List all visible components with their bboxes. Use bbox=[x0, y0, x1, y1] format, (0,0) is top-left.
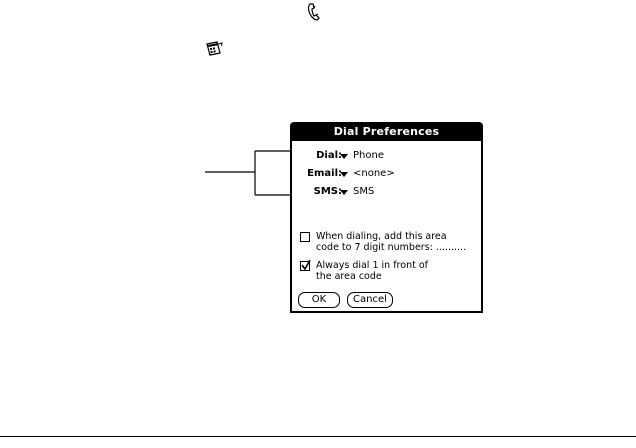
date-book-icon bbox=[205, 40, 223, 58]
dial-preferences-dialog bbox=[290, 122, 483, 313]
callout-bracket bbox=[205, 150, 295, 198]
area-code-line2 bbox=[316, 242, 466, 253]
dial-one-checkbox[interactable] bbox=[300, 261, 310, 271]
dropdown-triangle-icon bbox=[340, 190, 348, 195]
dial-one-line1: Always dial 1 in front of bbox=[316, 260, 428, 271]
area-code-line1: When dialing, add this area bbox=[316, 231, 447, 242]
area-code-checkbox[interactable] bbox=[300, 232, 310, 242]
email-value: <none> bbox=[353, 168, 395, 179]
dial-value: Phone bbox=[353, 150, 384, 161]
dial-one-line2: the area code bbox=[316, 271, 382, 282]
ok-button[interactable]: OK bbox=[298, 292, 340, 308]
area-code-field[interactable]: .......... bbox=[435, 242, 467, 253]
sms-pref-row bbox=[292, 185, 477, 199]
area-code-option bbox=[300, 231, 475, 255]
checkmark-icon bbox=[301, 259, 311, 271]
cancel-button[interactable]: Cancel bbox=[347, 292, 393, 308]
sms-popup-trigger[interactable] bbox=[340, 185, 374, 199]
email-label: Email: bbox=[307, 168, 342, 179]
email-pref-row bbox=[292, 167, 477, 181]
dial-popup-trigger[interactable] bbox=[340, 149, 384, 163]
dial-label: Dial: bbox=[316, 150, 342, 161]
sms-label: SMS: bbox=[313, 186, 342, 197]
dial-one-option bbox=[300, 260, 475, 284]
dialog-title: Dial Preferences bbox=[292, 124, 481, 141]
sms-value: SMS bbox=[353, 186, 375, 197]
area-code-line2-text: code to 7 digit numbers: bbox=[316, 242, 433, 253]
email-popup-trigger[interactable] bbox=[340, 167, 395, 181]
dropdown-triangle-icon bbox=[340, 172, 348, 177]
page-rule bbox=[0, 436, 636, 437]
dropdown-triangle-icon bbox=[340, 154, 348, 159]
dial-pref-row bbox=[292, 149, 477, 163]
phone-icon bbox=[306, 2, 322, 22]
